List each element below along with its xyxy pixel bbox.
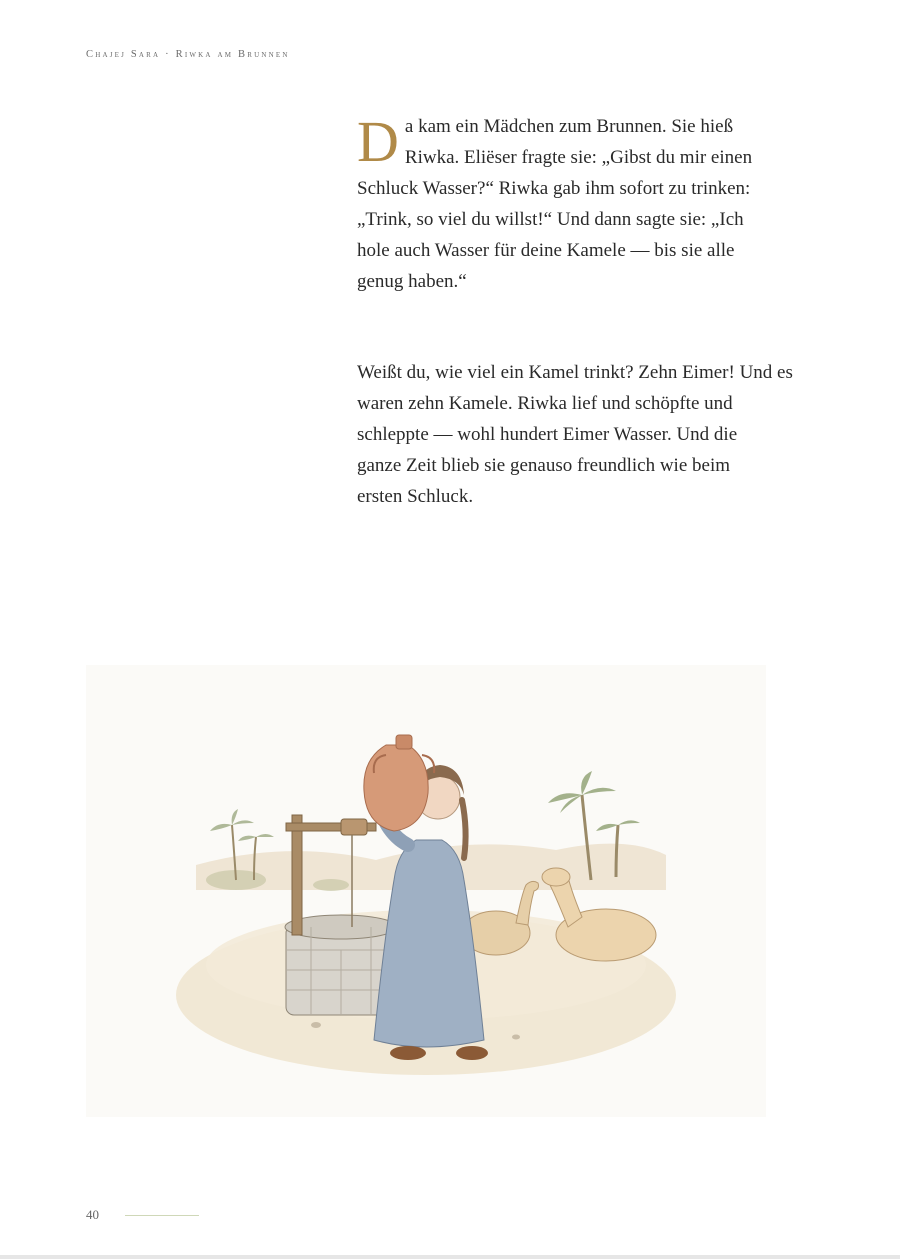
paragraph-line: genug haben.“ xyxy=(357,271,467,292)
palm-fronds-right xyxy=(548,771,640,831)
paragraph-1 xyxy=(357,111,802,297)
drop-cap: D xyxy=(357,109,399,174)
page-bottom-edge xyxy=(0,1255,900,1259)
illustration-svg xyxy=(86,665,766,1117)
paragraph-line: Riwka. Eliëser fragte sie: „Gibst du mir einen xyxy=(404,147,753,168)
paragraph-2 xyxy=(357,357,802,512)
pebble xyxy=(311,1022,321,1028)
pebble xyxy=(512,1035,520,1040)
paragraph-line: Schluck Wasser?“ Riwka gab ihm sofort zu trinken: xyxy=(357,178,751,199)
girl-braid xyxy=(462,800,466,858)
girl-shoe xyxy=(456,1046,488,1060)
palm-fronds-left xyxy=(210,809,274,841)
footer-rule xyxy=(125,1215,199,1216)
paragraph-line: waren zehn Kamele. Riwka lief und schöpfte und xyxy=(357,393,733,414)
paragraph-line: ersten Schluck. xyxy=(357,486,474,507)
paragraph-line: Weißt du, wie viel ein Kamel trinkt? Zehn Eimer! Und es xyxy=(357,362,793,383)
running-head: Chajej Sara · Riwka am Brunnen xyxy=(86,49,290,60)
paragraph-line: a kam ein Mädchen zum Brunnen. Sie hieß xyxy=(404,116,734,137)
paragraph-line: hole auch Wasser für deine Kamele — bis sie alle xyxy=(357,240,735,261)
girl-shoe xyxy=(390,1046,426,1060)
paragraph-line: „Trink, so viel du willst!“ Und dann sagte sie: „Ich xyxy=(357,209,744,230)
paragraph-line: ganze Zeit blieb sie genauso freundlich wie beim xyxy=(357,455,731,476)
illustration-girl-at-well xyxy=(86,665,766,1117)
shrub xyxy=(313,879,349,891)
paragraph-line: schleppte — wohl hundert Eimer Wasser. Und die xyxy=(357,424,738,445)
page-number: 40 xyxy=(86,1207,99,1222)
clay-jar xyxy=(364,735,434,831)
